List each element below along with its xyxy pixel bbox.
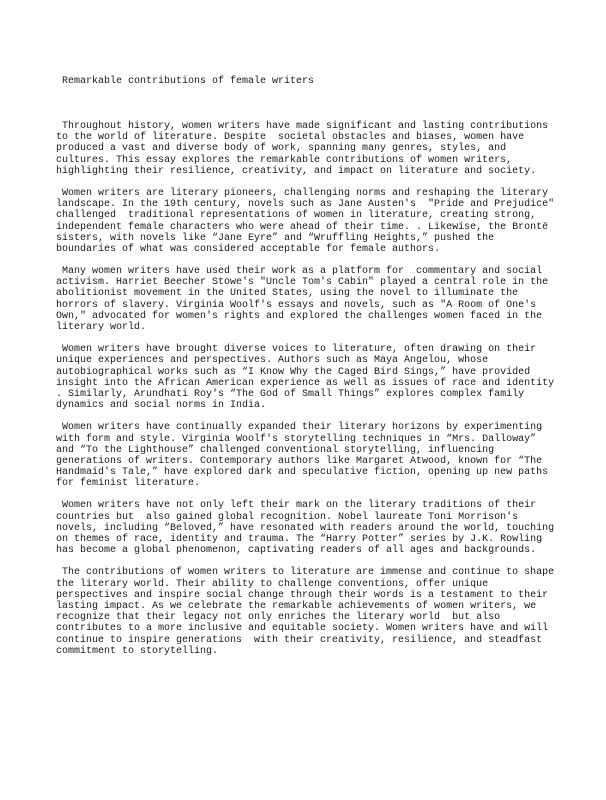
paragraph-line: and “To the Lighthouse” challenged conventional storytelling, influencing [56,444,495,456]
paragraph [56,121,556,177]
paragraph [56,266,556,333]
paragraph-line: dynamics and social norms in India. [56,400,267,412]
paragraph-line: activism. Harriet Beecher Stowe's "Uncle Tom's Cabin" played a central role in the [56,277,549,289]
paragraph [56,422,556,489]
paragraph-line: commitment to storytelling. [56,645,219,657]
paragraph-line: perspectives and inspire social change through their words is a testament to their [56,589,549,601]
paragraph-line: unique experiences and perspectives. Authors such as Maya Angelou, whose [56,355,489,367]
document-title: Remarkable contributions of female writers [56,76,315,88]
paragraph-line: boundaries of what was considered acceptable for female authors. [56,243,441,255]
paragraph-line: insight into the African American experience as well as issues of race and identity [56,377,555,389]
paragraph-line: has become a global phenomenon, captivating readers of all ages and backgrounds. [56,545,537,557]
paragraph-line: . Similarly, Arundhati Roy's “The God of Small Things” explores complex family [56,388,525,400]
paragraph-line: highlighting their resilience, creativity, and impact on literature and society. [56,165,537,177]
paragraph [56,567,556,657]
paragraph-line: Women writers have continually expanded their literary horizons by experimenting [56,422,543,434]
paragraph-line: cultures. This essay explores the remarkable contributions of women writers, [56,154,513,166]
paragraph-line: Women writers have brought diverse voices to literature, often drawing on their [56,344,537,356]
paragraph-line: The contributions of women writers to literature are immense and continue to shape [56,567,555,579]
paragraph-line: generations of writers. Contemporary authors like Margaret Atwood, known for “The [56,455,543,467]
paragraph-line: Women writers are literary pioneers, challenging norms and reshaping the literary [56,187,549,199]
paragraph-line: continue to inspire generations with their creativity, resilience, and steadfast [56,634,543,646]
paragraph-line: on themes of race, identity and trauma. The “Harry Potter” series by J.K. Rowling [56,534,543,545]
paragraph-line: countries but also gained global recognition. Nobel laureate Toni Morrison's [56,511,519,523]
paragraph-line: literary world. [56,322,147,333]
paragraph-line: sisters, with novels like “Jane Eyre” and “Wruffling Heights,” pushed the [56,232,495,244]
paragraph-line: landscape. In the 19th century, novels such as Jane Austen's "Pride and Prejudice" [56,199,555,211]
paragraph-line: Many women writers have used their work as a platform for commentary and social [56,266,543,278]
paragraph-line: lasting impact. As we celebrate the remarkable achievements of women writers, we [56,600,537,612]
paragraph-line: challenged traditional representations of women in literature, creating strong, [56,210,537,222]
paragraph-line: Handmaid's Tale,” have explored dark and speculative fiction, opening up new paths [56,467,549,479]
paragraph [56,188,556,255]
paragraph-line: independent female characters who were ahead of their time. . Likewise, the Brontë [56,221,549,233]
paragraph-line: horrors of slavery. Virginia Woolf's essays and novels, such as "A Room of One's [56,299,537,311]
document-body [56,54,556,690]
paragraph-line: novels, including “Beloved,” have resonated with readers around the world, touching [56,522,555,534]
paragraph-line: abolitionist movement in the United States, using the novel to illuminate the [56,288,519,300]
paragraph [56,500,556,556]
paragraph-line: produced a vast and diverse body of work, spanning many genres, styles, and [56,143,507,155]
paragraph-line: recognize that their legacy not only enriches the literary world but also [56,612,501,624]
paragraph [56,344,556,411]
paragraph-line: with form and style. Virginia Woolf's storytelling techniques in “Mrs. Dalloway” [56,433,537,445]
paragraph-line: Women writers have not only left their mark on the literary traditions of their [56,500,537,512]
paragraph-line: autobiographical works such as “I Know Why the Caged Bird Sings,” have provided [56,366,531,378]
paragraph-line: Own," advocated for women's rights and explored the challenges women faced in the [56,310,543,322]
paragraph-line: to the world of literature. Despite societal obstacles and biases, women have [56,132,525,144]
paragraph-line: for feminist literature. [56,478,201,490]
paragraph-list [56,121,556,657]
paragraph-line: contributes to a more inclusive and equitable society. Women writers have and will [56,623,549,635]
paragraph-line: Throughout history, women writers have made significant and lasting contributions [56,121,549,132]
paragraph-line: the literary world. Their ability to challenge conventions, offer unique [56,578,489,590]
